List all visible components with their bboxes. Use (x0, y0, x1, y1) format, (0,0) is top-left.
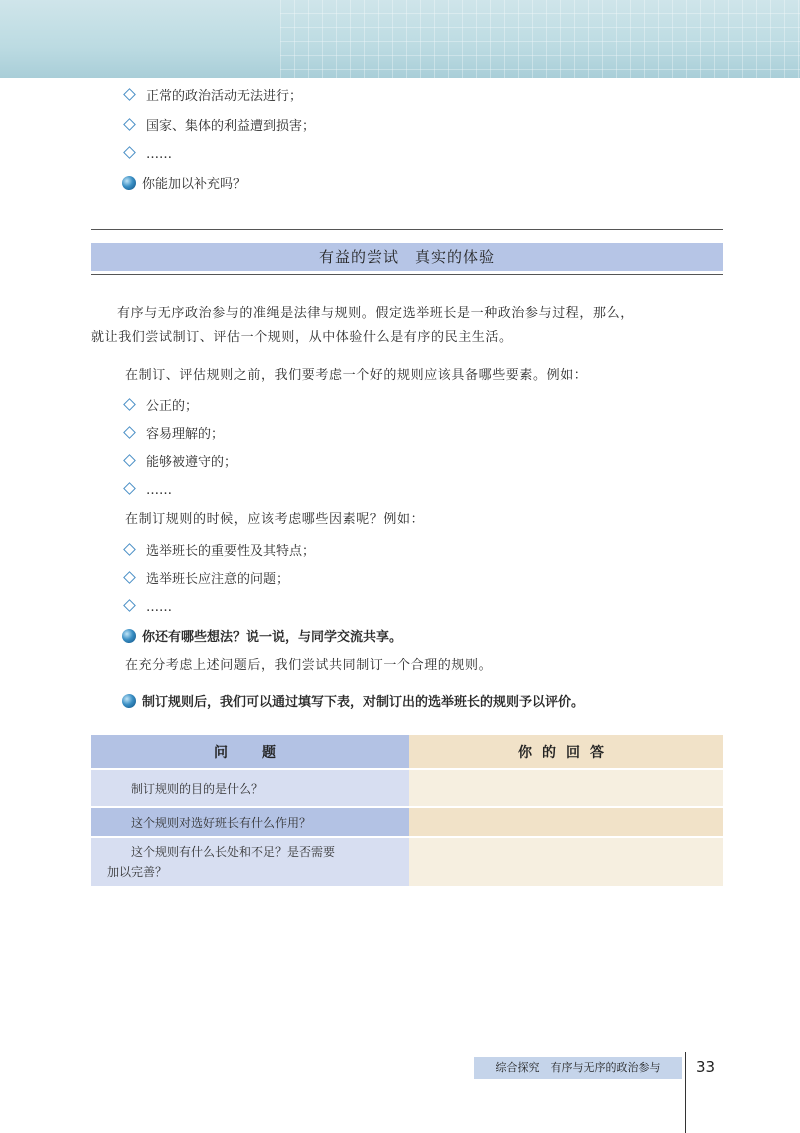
list-item: 公正的； (125, 398, 198, 416)
list-item: 正常的政治活动无法进行； (125, 88, 302, 106)
diamond-bullet-icon (123, 118, 136, 131)
globe-bullet-icon (122, 694, 136, 708)
diamond-bullet-icon (123, 543, 136, 556)
list-item: …… (125, 599, 172, 617)
globe-bullet-icon (122, 629, 136, 643)
table-row (91, 808, 723, 836)
diamond-bullet-icon (123, 454, 136, 467)
section-bottom-rule (91, 274, 723, 275)
footer-divider (685, 1052, 686, 1133)
diamond-bullet-icon (123, 426, 136, 439)
globe-bullet-icon (122, 176, 136, 190)
eval-prompt: 制订规则后，我们可以通过填写下表，对制订出的选举班长的规则予以评价。 (122, 692, 584, 712)
question-line: 这个规则有什么长处和不足？是否需要 (131, 845, 336, 859)
diamond-bullet-icon (123, 599, 136, 612)
question-prompt: 你能加以补充吗？ (122, 174, 246, 194)
section-top-rule (91, 229, 723, 230)
question-cell: 制订规则的目的是什么？ (91, 770, 409, 806)
table-header-row (91, 735, 723, 768)
answer-column-header: 你的回答 (409, 735, 723, 768)
list-item: 选举班长的重要性及其特点； (125, 543, 315, 561)
header-decoration-band (0, 0, 800, 78)
evaluation-table (91, 733, 723, 888)
elements-intro: 在制订、评估规则之前，我们要考虑一个好的规则应该具备哪些要素。例如： (125, 368, 588, 383)
header-grid-pattern (280, 0, 800, 78)
question-cell: 这个规则对选好班长有什么作用？ (91, 808, 409, 836)
factors-intro: 在制订规则的时候，应该考虑哪些因素呢？例如： (125, 512, 425, 527)
answer-cell[interactable] (409, 770, 723, 806)
diamond-bullet-icon (123, 88, 136, 101)
intro-paragraph-line2: 就让我们尝试制订、评估一个规则，从中体验什么是有序的民主生活。 (91, 330, 513, 345)
diamond-bullet-icon (123, 571, 136, 584)
question-column-header: 问 题 (91, 735, 409, 768)
list-item: …… (125, 482, 172, 500)
list-item: …… (125, 146, 172, 164)
intro-paragraph-line1: 有序与无序政治参与的准绳是法律与规则。假定选举班长是一种政治参与过程，那么， (117, 306, 634, 321)
list-item: 容易理解的； (125, 426, 224, 444)
diamond-bullet-icon (123, 398, 136, 411)
diamond-bullet-icon (123, 482, 136, 495)
list-item: 选举班长应注意的问题； (125, 571, 289, 589)
list-item: 国家、集体的利益遭到损害； (125, 118, 315, 136)
table-row (91, 770, 723, 806)
list-item: 能够被遵守的； (125, 454, 237, 472)
diamond-bullet-icon (123, 146, 136, 159)
section-title: 有益的尝试 真实的体验 (91, 243, 723, 271)
answer-cell[interactable] (409, 838, 723, 886)
question-line: 加以完善？ (107, 865, 168, 879)
answer-cell[interactable] (409, 808, 723, 836)
discuss-prompt: 你还有哪些想法？说一说，与同学交流共享。 (122, 627, 402, 647)
question-cell (91, 838, 409, 886)
chapter-footer: 综合探究 有序与无序的政治参与 (474, 1057, 682, 1079)
after-consider: 在充分考虑上述问题后，我们尝试共同制订一个合理的规则。 (125, 658, 493, 673)
table-row (91, 838, 723, 886)
page-number: 33 (696, 1058, 716, 1076)
